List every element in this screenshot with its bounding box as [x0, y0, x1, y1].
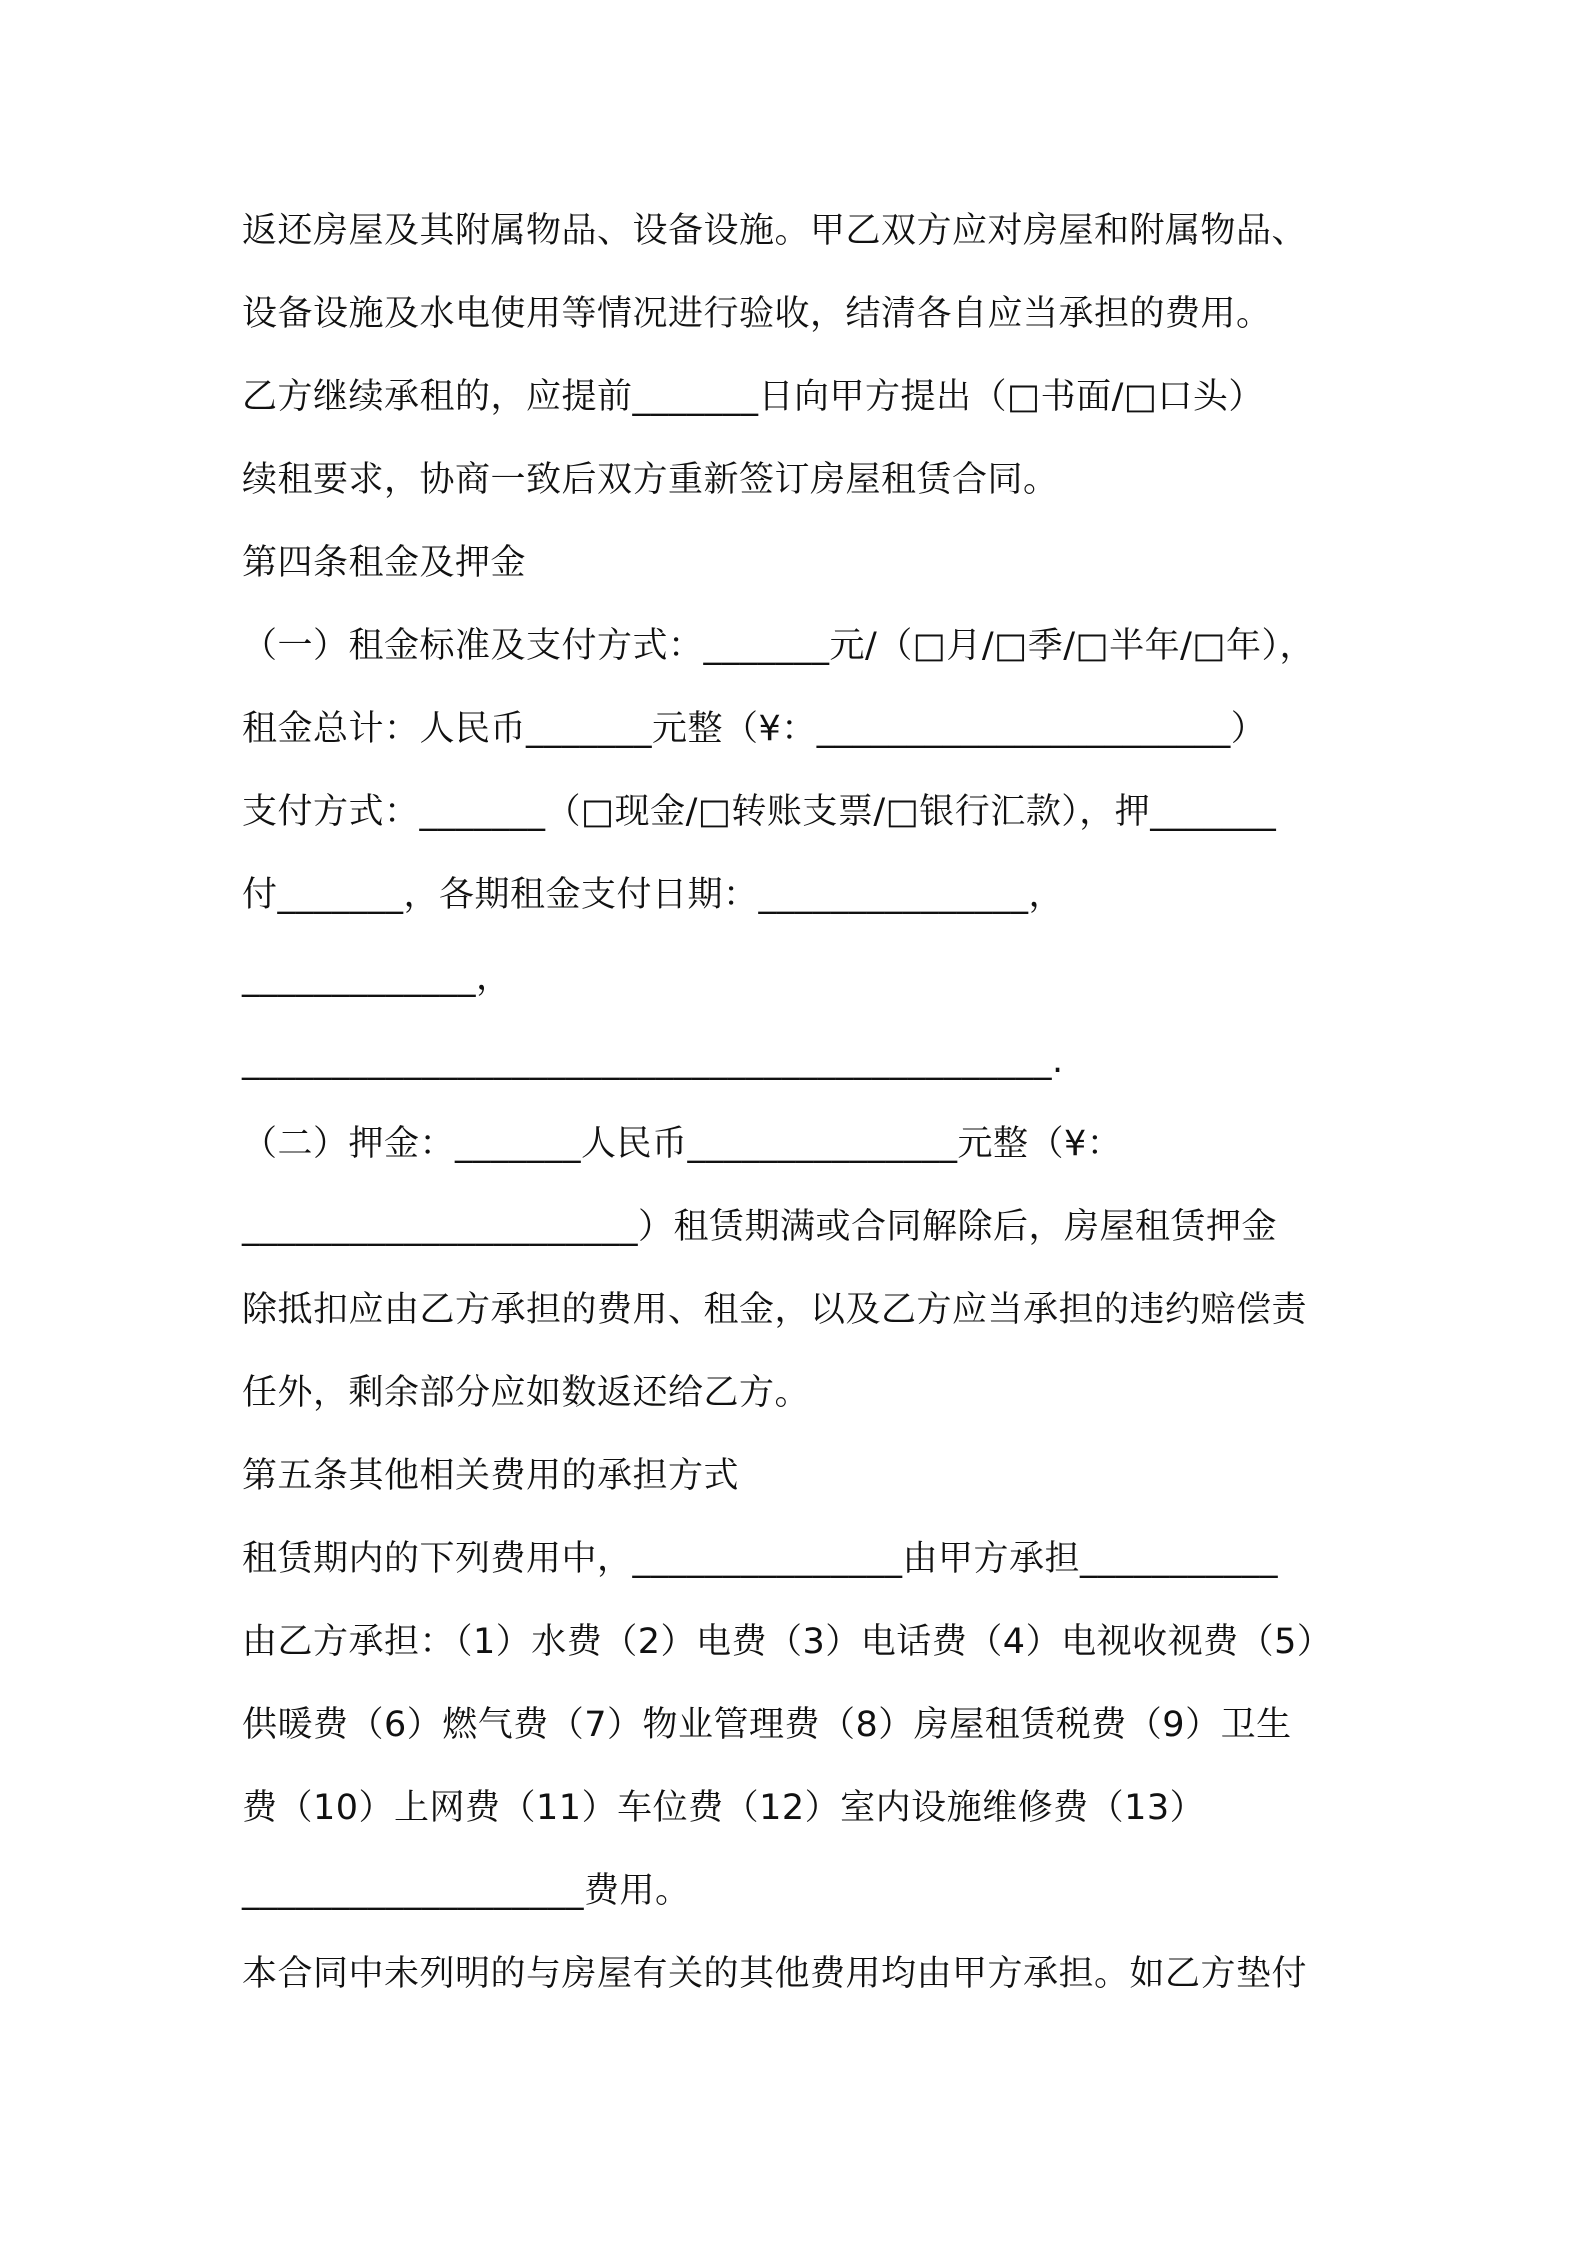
text-line: ___________________费用。: [242, 1871, 691, 1911]
text-line: 支付方式：_______（□现金/□转账支票/□银行汇款），押_______: [242, 792, 1277, 832]
text-line: 付_______，各期租金支付日期：_______________，: [242, 875, 1065, 915]
text-line: 供暖费（6）燃气费（7）物业管理费（8）房屋租赁税费（9）卫生: [242, 1705, 1292, 1745]
text-line: _____________，: [242, 958, 512, 998]
text-line: 由乙方承担：（1）水费（2）电费（3）电话费（4）电视收视费（5）: [242, 1622, 1333, 1662]
section-heading: 第五条其他相关费用的承担方式: [242, 1456, 740, 1496]
text-line: 任外，剩余部分应如数返还给乙方。: [242, 1373, 811, 1413]
text-line: ______________________）租赁期满或合同解除后，房屋租赁押金: [242, 1207, 1278, 1247]
text-line: （一）租金标准及支付方式：_______元/（□月/□季/□半年/□年），: [242, 626, 1315, 666]
text-line: 乙方继续承租的，应提前_______日向甲方提出（□书面/□口头）: [242, 377, 1264, 417]
text-line: 续租要求，协商一致后双方重新签订房屋租赁合同。: [242, 460, 1059, 500]
text-line: 除抵扣应由乙方承担的费用、租金，以及乙方应当承担的违约赔偿责: [242, 1290, 1308, 1330]
text-line: 租金总计：人民币_______元整（¥：_______________________）: [242, 709, 1267, 749]
section-heading: 第四条租金及押金: [242, 543, 527, 583]
text-line: 本合同中未列明的与房屋有关的其他费用均由甲方承担。如乙方垫付: [242, 1954, 1308, 1994]
text-line: 费（10）上网费（11）车位费（12）室内设施维修费（13）: [242, 1788, 1206, 1828]
text-line: 租赁期内的下列费用中，_______________由甲方承担___________: [242, 1539, 1279, 1579]
text-line: _____________________________________________.: [242, 1041, 1064, 1081]
text-line: 返还房屋及其附属物品、设备设施。甲乙双方应对房屋和附属物品、: [242, 211, 1308, 251]
text-line: 设备设施及水电使用等情况进行验收，结清各自应当承担的费用。: [242, 294, 1272, 334]
contract-text: [242, 190, 1382, 2016]
text-line: （二）押金：_______人民币_______________元整（¥：: [242, 1124, 1123, 1164]
